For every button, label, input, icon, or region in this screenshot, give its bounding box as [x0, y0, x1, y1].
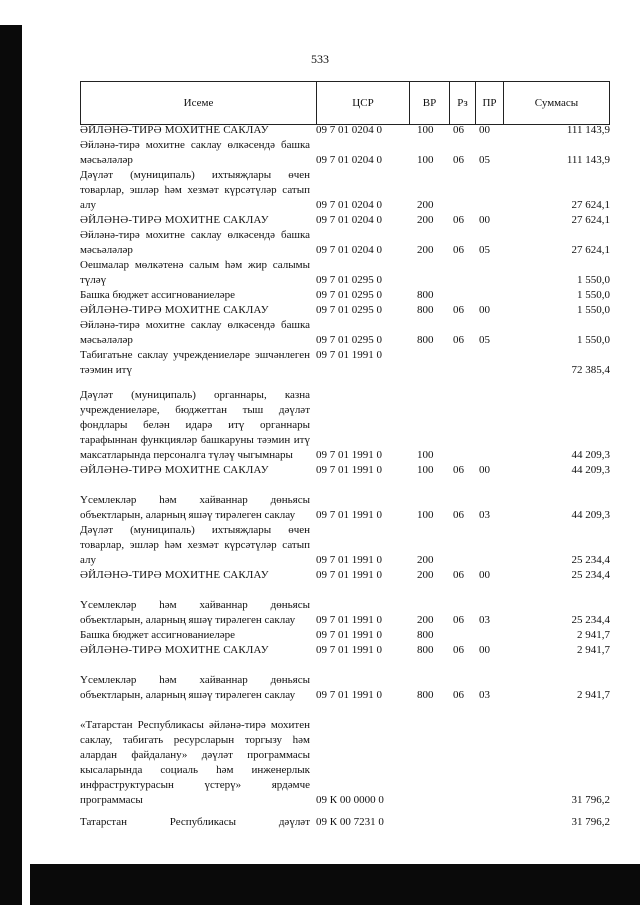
row-sum: 31 796,2 — [571, 816, 610, 828]
row-code: 09 7 01 0295 0 — [316, 304, 382, 316]
row-sum: 27 624,1 — [571, 199, 610, 211]
row-code: 09 7 01 1991 0 — [316, 464, 382, 476]
row-code: 09 7 01 0295 0 — [316, 334, 382, 346]
row-code: 09 7 01 1991 0 — [316, 644, 382, 656]
row-pr: 00 — [479, 214, 490, 226]
row-code: 09 7 01 1991 0 — [316, 449, 382, 461]
row-name: «Татарстан Республикасы әйләнә-тирә мохитен саклау, табигать ресурсларын торгызу һәм алардан файдалану» дәүләт программасы кысаларында социаль һәм инженерлык инфраструктурасын үстерү» ярдәмче программасы — [80, 719, 310, 806]
row-rz: 06 — [453, 124, 464, 136]
row-name: Үсемлекләр һәм хайваннар дөньясы объектларын, аларның яшәү тирәлеген саклау — [80, 494, 310, 521]
row-pr: 05 — [479, 154, 490, 166]
row-code: 09 7 01 0204 0 — [316, 244, 382, 256]
row-rz: 06 — [453, 154, 464, 166]
row-sum: 25 234,4 — [571, 554, 610, 566]
row-code: 09 К 00 0000 0 — [316, 794, 384, 806]
row-rz: 06 — [453, 614, 464, 626]
row-name: Әйләнә-тирә мохитне саклау өлкәсендә башка мәсьәләләр — [80, 319, 310, 346]
row-vr: 800 — [417, 689, 434, 701]
row-pr: 00 — [479, 644, 490, 656]
row-code: 09 7 01 1991 0 — [316, 349, 382, 361]
row-code: 09 7 01 0204 0 — [316, 214, 382, 226]
row-vr: 800 — [417, 334, 434, 346]
row-sum: 44 209,3 — [571, 449, 610, 461]
row-sum: 31 796,2 — [571, 794, 610, 806]
row-vr: 200 — [417, 569, 434, 581]
row-rz: 06 — [453, 569, 464, 581]
row-sum: 1 550,0 — [577, 274, 610, 286]
row-name: Татарстан Республикасы дәүләт — [80, 816, 310, 828]
row-vr: 100 — [417, 449, 434, 461]
row-pr: 03 — [479, 509, 490, 521]
row-vr: 200 — [417, 614, 434, 626]
row-sum: 1 550,0 — [577, 289, 610, 301]
row-rz: 06 — [453, 304, 464, 316]
row-pr: 00 — [479, 464, 490, 476]
row-name: Үсемлекләр һәм хайваннар дөньясы объектларын, аларның яшәү тирәлеген саклау — [80, 599, 310, 626]
row-vr: 200 — [417, 214, 434, 226]
row-name: ӘЙЛӘНӘ-ТИРӘ МОХИТНЕ САКЛАУ — [80, 569, 269, 581]
table-row — [80, 318, 610, 348]
row-sum: 111 143,9 — [566, 154, 610, 166]
row-name: ӘЙЛӘНӘ-ТИРӘ МОХИТНЕ САКЛАУ — [80, 644, 269, 656]
table-row — [80, 348, 610, 378]
table-row — [80, 643, 610, 658]
row-name: Дәүләт (муниципаль) ихтыяҗлары өчен товарлар, эшләр һәм хезмәт күрсәтүләр сатып алу — [80, 524, 310, 566]
row-name: ӘЙЛӘНӘ-ТИРӘ МОХИТНЕ САКЛАУ — [80, 304, 269, 316]
row-name: Табигатьне саклау учреждениеләре эшчәнлеген тәэмин итү — [80, 349, 310, 376]
row-vr: 800 — [417, 289, 434, 301]
row-name: Дәүләт (муниципаль) ихтыяҗлары өчен товарлар, эшләр һәм хезмәт күрсәтүләр сатып алу — [80, 169, 310, 211]
row-code: 09 7 01 1991 0 — [316, 509, 382, 521]
row-code: 09 7 01 0204 0 — [316, 199, 382, 211]
table-row — [80, 703, 610, 808]
table-row — [80, 213, 610, 228]
table-row — [80, 303, 610, 318]
row-name: Оешмалар мөлкәтенә салым һәм жир салымы түләү — [80, 259, 310, 286]
row-vr: 100 — [417, 124, 434, 136]
row-pr: 00 — [479, 124, 490, 136]
table-row — [80, 815, 610, 830]
row-rz: 06 — [453, 244, 464, 256]
row-code: 09 7 01 1991 0 — [316, 629, 382, 641]
header-name: Исеме — [81, 82, 317, 124]
table-row — [80, 463, 610, 478]
row-rz: 06 — [453, 644, 464, 656]
row-name: Башка бюджет ассигнованиеләре — [80, 289, 235, 301]
scan-edge-bottom — [30, 864, 640, 905]
row-name: ӘЙЛӘНӘ-ТИРӘ МОХИТНЕ САКЛАУ — [80, 464, 269, 476]
table-row — [80, 658, 610, 703]
row-vr: 200 — [417, 199, 434, 211]
row-sum: 27 624,1 — [571, 214, 610, 226]
table-row — [80, 168, 610, 213]
row-rz: 06 — [453, 689, 464, 701]
row-sum: 111 143,9 — [566, 124, 610, 136]
row-sum: 25 234,4 — [571, 614, 610, 626]
header-rz: Рз — [450, 82, 476, 124]
header-vr: ВР — [410, 82, 450, 124]
row-vr: 200 — [417, 244, 434, 256]
row-rz: 06 — [453, 214, 464, 226]
row-rz: 06 — [453, 464, 464, 476]
table-row — [80, 378, 610, 463]
row-code: 09 7 01 1991 0 — [316, 689, 382, 701]
row-rz: 06 — [453, 334, 464, 346]
row-sum: 44 209,3 — [571, 509, 610, 521]
table-header — [80, 81, 610, 125]
table-row — [80, 123, 610, 138]
row-name: ӘЙЛӘНӘ-ТИРӘ МОХИТНЕ САКЛАУ — [80, 124, 269, 136]
table-row — [80, 138, 610, 168]
row-vr: 100 — [417, 464, 434, 476]
table-row — [80, 258, 610, 288]
row-sum: 2 941,7 — [577, 689, 610, 701]
table-row — [80, 228, 610, 258]
row-name: ӘЙЛӘНӘ-ТИРӘ МОХИТНЕ САКЛАУ — [80, 214, 269, 226]
row-code: 09 К 00 7231 0 — [316, 816, 384, 828]
row-pr: 00 — [479, 304, 490, 316]
row-pr: 05 — [479, 334, 490, 346]
row-sum: 72 385,4 — [571, 364, 610, 376]
table-row — [80, 288, 610, 303]
row-sum: 44 209,3 — [571, 464, 610, 476]
row-name: Үсемлекләр һәм хайваннар дөньясы объектларын, аларның яшәү тирәлеген саклау — [80, 674, 310, 701]
row-code: 09 7 01 1991 0 — [316, 569, 382, 581]
row-pr: 03 — [479, 614, 490, 626]
row-name: Әйләнә-тирә мохитне саклау өлкәсендә башка мәсьәләләр — [80, 139, 310, 166]
row-sum: 27 624,1 — [571, 244, 610, 256]
header-pr: ПР — [476, 82, 504, 124]
table-row — [80, 568, 610, 583]
row-vr: 800 — [417, 644, 434, 656]
row-pr: 05 — [479, 244, 490, 256]
row-name: Әйләнә-тирә мохитне саклау өлкәсендә башка мәсьәләләр — [80, 229, 310, 256]
scan-edge-left — [0, 25, 22, 905]
row-pr: 00 — [479, 569, 490, 581]
row-sum: 1 550,0 — [577, 304, 610, 316]
page-number: 533 — [311, 52, 329, 66]
row-code: 09 7 01 0204 0 — [316, 124, 382, 136]
row-vr: 200 — [417, 554, 434, 566]
row-pr: 03 — [479, 689, 490, 701]
table-row — [80, 583, 610, 628]
row-code: 09 7 01 1991 0 — [316, 614, 382, 626]
row-code: 09 7 01 0295 0 — [316, 289, 382, 301]
row-vr: 100 — [417, 154, 434, 166]
row-code: 09 7 01 0204 0 — [316, 154, 382, 166]
row-name: Дәүләт (муниципаль) органнары, казна учреждениеләре, бюджеттан тыш дәүләт фондлары белән идарә итү органнары тарафыннан функцияләр башкаруны тәэмин итү максатларында персоналга түләү чыгымнары — [80, 389, 310, 461]
row-vr: 800 — [417, 304, 434, 316]
row-name: Башка бюджет ассигнованиеләре — [80, 629, 235, 641]
row-sum: 2 941,7 — [577, 629, 610, 641]
row-sum: 1 550,0 — [577, 334, 610, 346]
row-code: 09 7 01 0295 0 — [316, 274, 382, 286]
row-code: 09 7 01 1991 0 — [316, 554, 382, 566]
header-sum: Суммасы — [534, 97, 579, 109]
table-row — [80, 523, 610, 568]
table-row — [80, 628, 610, 643]
row-rz: 06 — [453, 509, 464, 521]
row-vr: 100 — [417, 509, 434, 521]
row-sum: 2 941,7 — [577, 644, 610, 656]
header-code: ЦСР — [317, 82, 410, 124]
table-row — [80, 478, 610, 523]
row-sum: 25 234,4 — [571, 569, 610, 581]
row-vr: 800 — [417, 629, 434, 641]
